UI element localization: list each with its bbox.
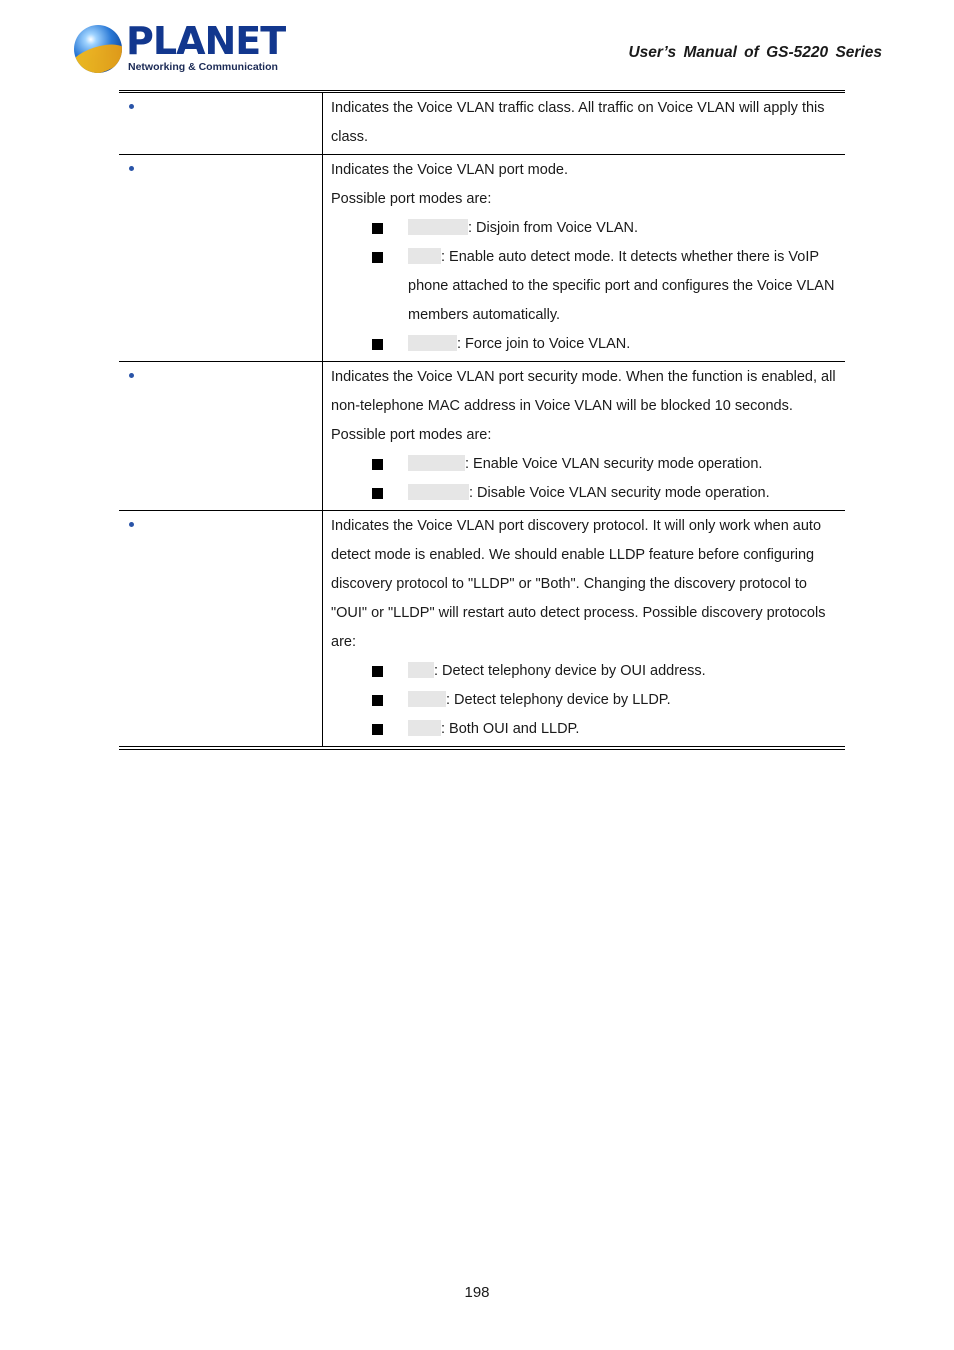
table-row xyxy=(119,92,845,155)
parameter-table xyxy=(119,90,845,750)
option-text: : Both OUI and LLDP. xyxy=(441,721,580,737)
description-text: Indicates the Voice VLAN traffic class. All traffic on Voice VLAN will apply this class. xyxy=(331,100,825,145)
object-cell xyxy=(119,92,323,155)
option-item xyxy=(331,450,841,479)
square-bullet-icon xyxy=(372,252,383,263)
square-bullet-icon xyxy=(372,459,383,470)
table-row xyxy=(119,511,845,749)
object-cell xyxy=(119,155,323,362)
description-cell xyxy=(323,362,846,511)
option-text: : Enable auto detect mode. It detects whether there is VoIP phone attached to the specific port and configures the Voice VLAN members automatically. xyxy=(408,249,835,323)
document-title: User’s Manual of GS-5220 Series xyxy=(628,44,882,61)
description-cell xyxy=(323,511,846,749)
option-text: : Force join to Voice VLAN. xyxy=(457,336,631,352)
option-keyword-placeholder xyxy=(408,720,441,736)
table-row xyxy=(119,362,845,511)
description-text: Indicates the Voice VLAN port mode. xyxy=(331,162,568,178)
square-bullet-icon xyxy=(372,339,383,350)
option-keyword-placeholder xyxy=(408,691,446,707)
swoosh-shape xyxy=(74,38,122,73)
option-text: : Detect telephony device by OUI address. xyxy=(434,663,706,679)
description-text: Possible port modes are: xyxy=(331,191,492,207)
option-item xyxy=(331,479,841,508)
option-keyword-placeholder xyxy=(408,219,468,235)
bullet-icon xyxy=(129,522,134,527)
object-cell xyxy=(119,362,323,511)
option-text: : Detect telephony device by LLDP. xyxy=(446,692,671,708)
description-text: Indicates the Voice VLAN port discovery protocol. It will only work when auto detect mode is enabled. We should enable LLDP feature before configuring discovery protocol to "LLDP" or "Both". Changing the discovery protocol to "OUI" or "LLDP" will restart auto detect process. Possible discovery protocols are: xyxy=(331,518,826,650)
option-keyword-placeholder xyxy=(408,484,469,500)
option-keyword-placeholder xyxy=(408,248,441,264)
square-bullet-icon xyxy=(372,223,383,234)
square-bullet-icon xyxy=(372,724,383,735)
option-item xyxy=(331,330,841,359)
option-text: : Disable Voice VLAN security mode operation. xyxy=(469,485,770,501)
bullet-icon xyxy=(129,104,134,109)
option-text: : Disjoin from Voice VLAN. xyxy=(468,220,639,236)
page-number: 198 xyxy=(464,1284,490,1301)
option-keyword-placeholder xyxy=(408,455,465,471)
table-row xyxy=(119,155,845,362)
description-text: Indicates the Voice VLAN port security mode. When the function is enabled, all non-telephone MAC address in Voice VLAN will be blocked 10 seconds. Possible port modes are: xyxy=(331,369,836,443)
logo-tagline: Networking & Communication xyxy=(128,61,278,73)
square-bullet-icon xyxy=(372,695,383,706)
option-text: : Enable Voice VLAN security mode operation. xyxy=(465,456,763,472)
description-cell xyxy=(323,155,846,362)
square-bullet-icon xyxy=(372,488,383,499)
option-item xyxy=(331,243,841,330)
bullet-icon xyxy=(129,373,134,378)
option-keyword-placeholder xyxy=(408,335,457,351)
option-item xyxy=(331,657,841,686)
option-item xyxy=(331,686,841,715)
option-item xyxy=(331,214,841,243)
square-bullet-icon xyxy=(372,666,383,677)
description-cell xyxy=(323,92,846,155)
logo-wordmark: PLANET xyxy=(126,19,286,63)
planet-logo xyxy=(72,19,286,78)
object-cell xyxy=(119,511,323,749)
option-keyword-placeholder xyxy=(408,662,434,678)
bullet-icon xyxy=(129,166,134,171)
globe-icon xyxy=(74,25,122,73)
option-item xyxy=(331,715,841,744)
